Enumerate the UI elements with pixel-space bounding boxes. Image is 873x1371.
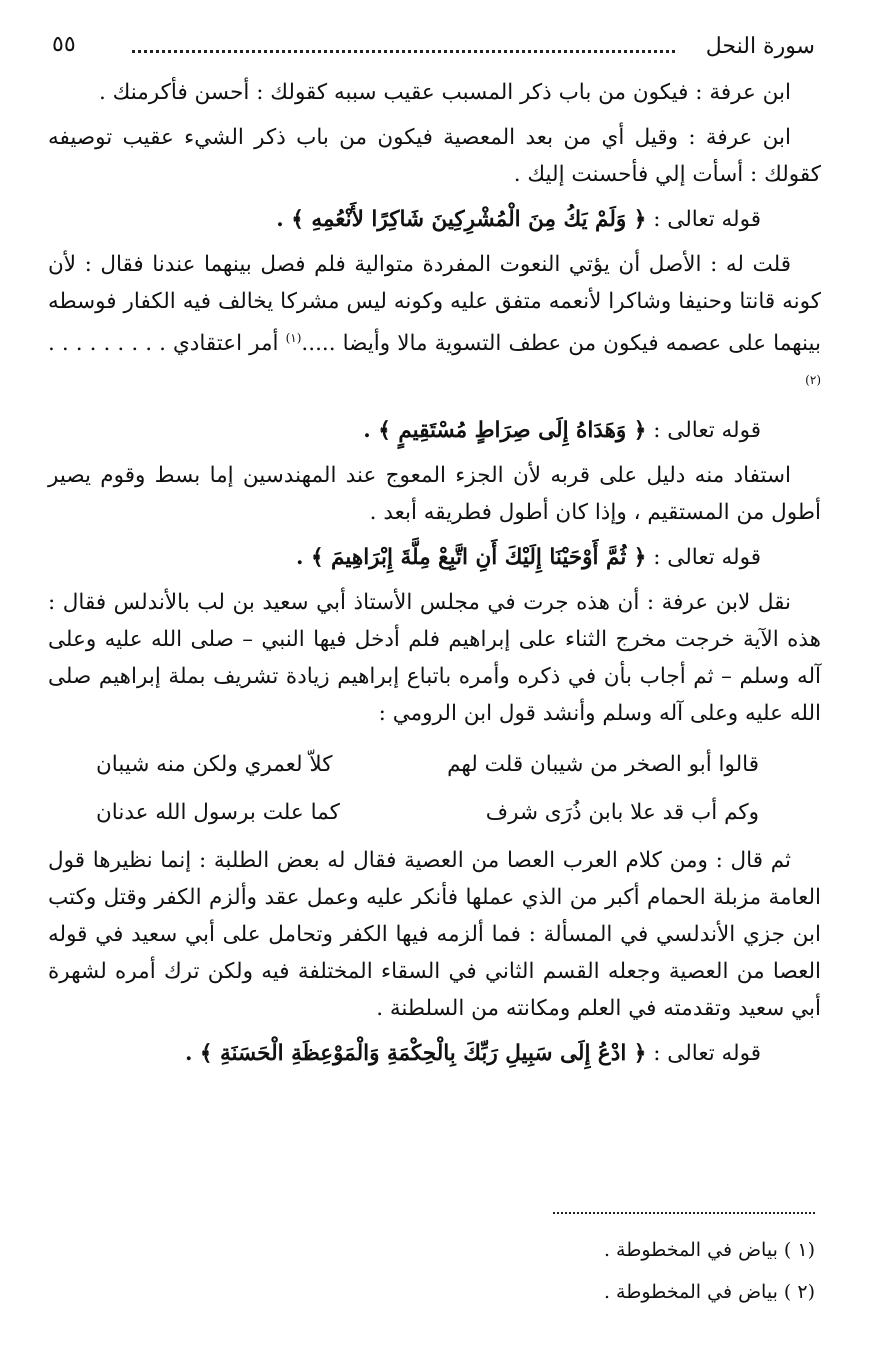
poem-first-hemistich: قالوا أبو الصخر من شيبان قلت لهم (447, 752, 759, 778)
page-body (48, 74, 821, 1080)
paragraph-text: أمر اعتقادي . . . . . . . . . (48, 331, 279, 357)
page-number: ٥٥ (52, 32, 76, 57)
paragraph-text: قلت له : الأصل أن يؤتي النعوت المفردة متوالية فلم فصل بينهما عندنا فقال : لأن كونه قانتا وحنيفا وشاكرا لأنعمه متفق عليه وكونه ليس مشركا يخالف فيه الكفار فوسطه بينهما على عصمه فيكون من عطف التسوية مالا وأيضا ..... (48, 252, 822, 357)
verse-intro: قوله تعالى : (653, 418, 761, 444)
quran-verse: ﴿ ثُمَّ أَوْحَيْنَا إِلَيْكَ أَنِ اتَّبِعْ مِلَّةَ إِبْرَاهِيمَ ﴾ . (296, 545, 647, 571)
poem-second-hemistich: كما علت برسول الله عدنان (96, 800, 340, 826)
verse-intro: قوله تعالى : (653, 545, 761, 571)
paragraph (48, 246, 821, 404)
poem-second-hemistich: كلاّ لعمري ولكن منه شيبان (96, 752, 333, 778)
header-dotted-rule (132, 50, 675, 53)
paragraph: ثم قال : ومن كلام العرب العصا من العصية فقال له بعض الطلبة : إنما نظيرها قول العامة مزبلة الحمام أكبر من الذي عملها فأنكر عليه وعمل عقد وألزم الكفر وقتل وكتب ابن جزي الأندلسي في المسألة : فما ألزمه فيها الكفر وتحامل على أبي سعيد في قوله العصا من العصية وجعله القسم الثاني في السقاء المختلفة فيه ولكن ترك أمره لشهرة أبي سعيد وتقدمته في العلم ومكانته من السلطنة . (48, 848, 821, 1022)
verse-heading (48, 201, 821, 238)
paragraph: ابن عرفة : وقيل أي من بعد المعصية فيكون من باب ذكر الشيء عقيب توصيفه كقولك : أسأت إلي فأحسنت إليك . (48, 125, 821, 187)
poem-line (48, 740, 821, 788)
paragraph: ابن عرفة : فيكون من باب ذكر المسبب عقيب سببه كقولك : أحسن فأكرمنك . (99, 80, 791, 105)
footnotes (415, 1232, 815, 1316)
footnote: (٢ ) بياض في المخطوطة . (603, 1281, 815, 1303)
quran-verse: ﴿ وَهَدَاهُ إِلَى صِرَاطٍ مُسْتَقِيمٍ ﴾ . (363, 418, 647, 444)
surah-title: سورة النحل (705, 34, 815, 59)
page-header (52, 30, 815, 66)
poem-first-hemistich: وكم أب قد علا بابن ذُرَى شرف (485, 800, 759, 826)
verse-intro: قوله تعالى : (653, 1041, 761, 1067)
footnote-ref: (١) (285, 331, 302, 345)
verse-heading (48, 412, 821, 449)
poem-line (48, 788, 821, 836)
verse-heading (48, 1035, 821, 1072)
footnote-ref: (٢) (805, 373, 821, 388)
paragraph: نقل لابن عرفة : أن هذه جرت في مجلس الأستاذ أبي سعيد بن لب بالأندلس فقال : هذه الآية خرجت مخرج الثناء على إبراهيم فلم أدخل فيها النبي – صلى الله عليه وعلى آله وسلم – ثم أجاب بأن في ذكره وأمره باتباع إبراهيم زيادة تشريف بملة إبراهيم صلى الله عليه وعلى آله وسلم وأنشد قول ابن الرومي : (48, 590, 821, 727)
footnote: (١ ) بياض في المخطوطة . (603, 1239, 815, 1261)
quran-verse: ﴿ ادْعُ إِلَى سَبِيلِ رَبِّكَ بِالْحِكْمَةِ وَالْمَوْعِظَةِ الْحَسَنَةِ ﴾ . (184, 1041, 647, 1067)
quran-verse: ﴿ وَلَمْ يَكُ مِنَ الْمُشْرِكِينَ شَاكِرًا لأَنْعُمِهِ ﴾ . (276, 207, 647, 232)
paragraph: استفاد منه دليل على قربه لأن الجزء المعوج عند المهندسين إما بسط وقوم يصير أطول من المستقيم ، وإذا كان أطول فطريقه أبعد . (48, 463, 821, 526)
footnote-separator (553, 1212, 815, 1214)
poem (48, 740, 821, 836)
verse-heading (48, 539, 821, 576)
verse-intro: قوله تعالى : (653, 207, 761, 232)
